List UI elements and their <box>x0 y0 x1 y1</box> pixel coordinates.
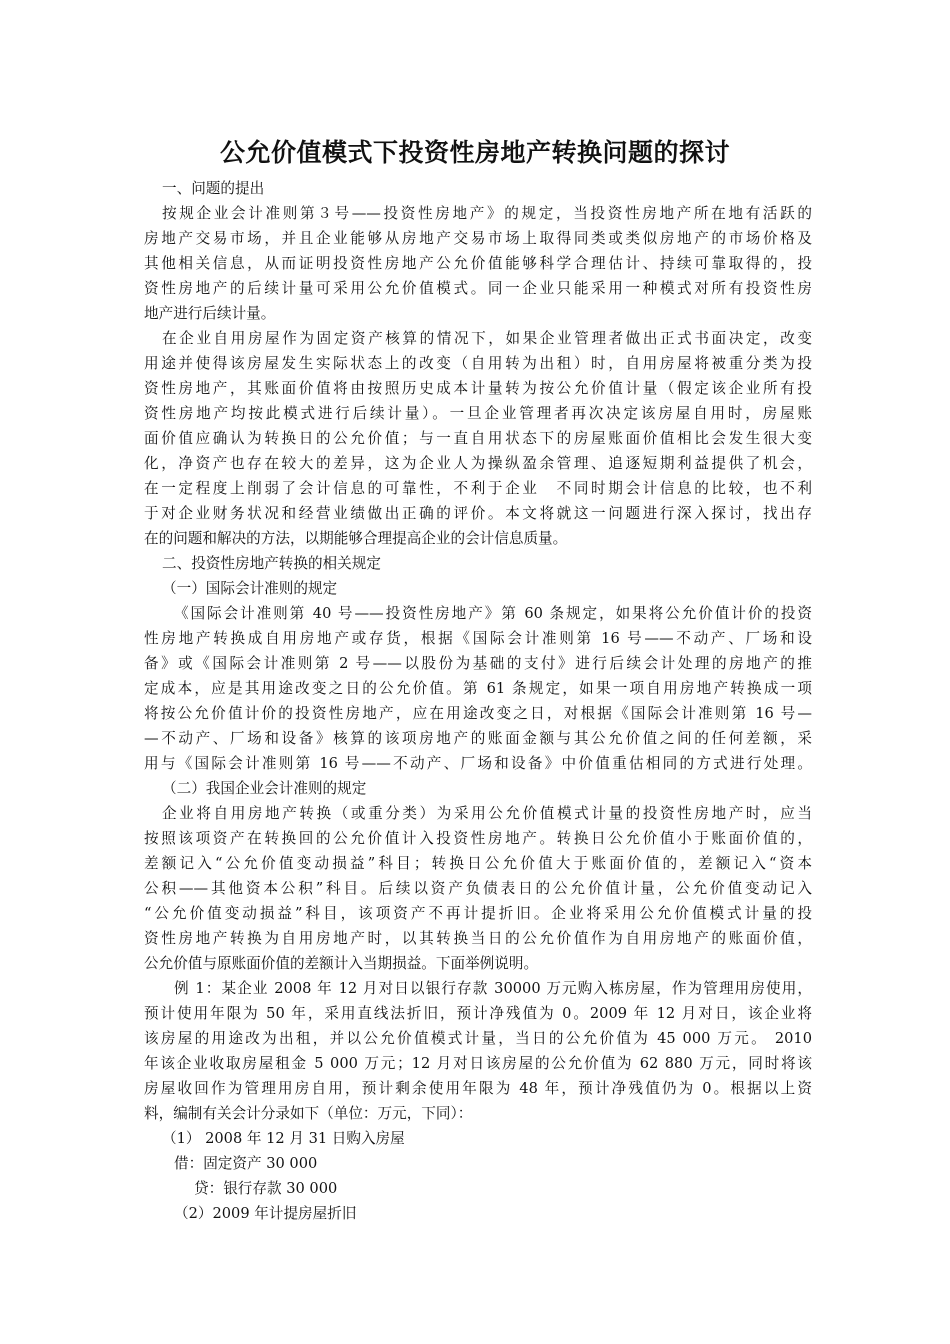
text-line: 企业将自用房地产转换（或重分类）为采用公允价值模式计量的投资性房地产时，应当 <box>162 805 812 822</box>
text-line: 性房地产转换成自用房地产或存货，根据《国际会计准则第 16 号——不动产、厂场和设 <box>144 630 812 647</box>
text-line: 贷：银行存款 30 000 <box>194 1180 338 1197</box>
text-line: 差额记入“公允价值变动损益”科目；转换日公允价值大于账面价值的，差额记入“资本 <box>144 855 812 872</box>
text-line: （一）国际会计准则的规定 <box>162 580 338 597</box>
text-line: （1） 2008 年 12 月 31 日购入房屋 <box>162 1130 405 1147</box>
text-line: 《国际会计准则第 40 号——投资性房地产》第 60 条规定，如果将公允价值计价的投资 <box>174 605 812 622</box>
text-line: 定成本，应是其用途改变之日的公允价值。第 61 条规定，如果一项自用房地产转换成一项 <box>144 680 812 697</box>
text-line: 公积——其他资本公积”科目。后续以资产负债表日的公允价值计量，公允价值变动记入 <box>144 880 812 897</box>
text-line: 资性房地产均按此模式进行后续计量）。一旦企业管理者再次决定该房屋自用时，房屋账 <box>144 405 812 422</box>
text-line: （二）我国企业会计准则的规定 <box>162 780 367 797</box>
text-line: 借：固定资产 30 000 <box>174 1155 318 1172</box>
text-line: 地产进行后续计量。 <box>144 305 276 322</box>
text-line: 在企业自用房屋作为固定资产核算的情况下，如果企业管理者做出正式书面决定，改变 <box>162 330 812 347</box>
text-line: 化，净资产也存在较大的差异，这为企业人为操纵盈余管理、追逐短期利益提供了机会， <box>144 455 812 472</box>
text-line: 在的问题和解决的方法，以期能够合理提高企业的会计信息质量。 <box>144 530 568 547</box>
text-line: 年该企业收取房屋租金 5 000 万元；12 月对日该房屋的公允价值为 62 880 万元，同时将该 <box>144 1055 812 1072</box>
text-line: 例 1：某企业 2008 年 12 月对日以银行存款 30000 万元购入栋房屋，作为管理用房使用， <box>174 980 812 997</box>
text-line: 预计使用年限为 50 年，采用直线法折旧，预计净残值为 0。2009 年 12 月对日，该企业将 <box>144 1005 812 1022</box>
text-line: “公允价值变动损益”科目，该项资产不再计提折旧。企业将采用公允价值模式计量的投 <box>144 905 812 922</box>
text-line: 料，编制有关会计分录如下（单位：万元，下同）： <box>144 1105 473 1122</box>
text-line: 房地产交易市场，并且企业能够从房地产交易市场上取得同类或类似房地产的市场价格及 <box>144 230 812 247</box>
text-line: —不动产、厂场和设备》核算的该项房地产的账面金额与其公允价值之间的任何差额，采 <box>144 730 812 747</box>
text-line: （2）2009 年计提房屋折旧 <box>174 1205 357 1222</box>
text-line: 资性房地产的后续计量可采用公允价值模式。同一企业只能采用一种模式对所有投资性房 <box>144 280 812 297</box>
text-line: 一、问题的提出 <box>162 180 265 197</box>
text-line: 用与《国际会计准则第 16 号——不动产、厂场和设备》中价值重估相同的方式进行处理。 <box>144 755 812 772</box>
text-line: 二、投资性房地产转换的相关规定 <box>162 555 381 572</box>
text-line: 资性房地产，其账面价值将由按照历史成本计量转为按公允价值计量（假定该企业所有投 <box>144 380 812 397</box>
document-title: 公允价值模式下投资性房地产转换问题的探讨 <box>219 138 730 167</box>
text-line: 房屋收回作为管理用房自用，预计剩余使用年限为 48 年，预计净残值仍为 0。根据以上资 <box>144 1080 812 1097</box>
text-line: 面价值应确认为转换日的公允价值；与一直自用状态下的房屋账面价值相比会发生很大变 <box>144 430 812 447</box>
text-line: 用途并使得该房屋发生实际状态上的改变（自用转为出租）时，自用房屋将被重分类为投 <box>144 355 812 372</box>
text-line: 按照该项资产在转换回的公允价值计入投资性房地产。转换日公允价值小于账面价值的， <box>144 830 812 847</box>
text-line: 在一定程度上削弱了会计信息的可靠性，不利于企业 不同时期会计信息的比较，也不利 <box>144 480 812 497</box>
text-line: 公允价值与原账面价值的差额计入当期损益。下面举例说明。 <box>144 955 539 972</box>
text-line: 于对企业财务状况和经营业绩做出正确的评价。本文将就这一问题进行深入探讨，找出存 <box>144 505 812 522</box>
text-line: 该房屋的用途改为出租，并以公允价值模式计量，当日的公允价值为 45 000 万元。 2010 <box>144 1030 812 1047</box>
text-line: 按规企业会计准则第３号——投资性房地产》的规定，当投资性房地产所在地有活跃的 <box>162 205 812 222</box>
text-line: 将按公允价值计价的投资性房地产，应在用途改变之日，对根据《国际会计准则第 16 号— <box>144 705 812 722</box>
text-line: 其他相关信息，从而证明投资性房地产公允价值能够科学合理估计、持续可靠取得的，投 <box>144 255 812 272</box>
document-body <box>144 176 812 1226</box>
text-line: 资性房地产转换为自用房地产时，以其转换当日的公允价值作为自用房地产的账面价值， <box>144 930 812 947</box>
text-line: 备》或《国际会计准则第 2 号——以股份为基础的支付》进行后续会计处理的房地产的推 <box>144 655 812 672</box>
